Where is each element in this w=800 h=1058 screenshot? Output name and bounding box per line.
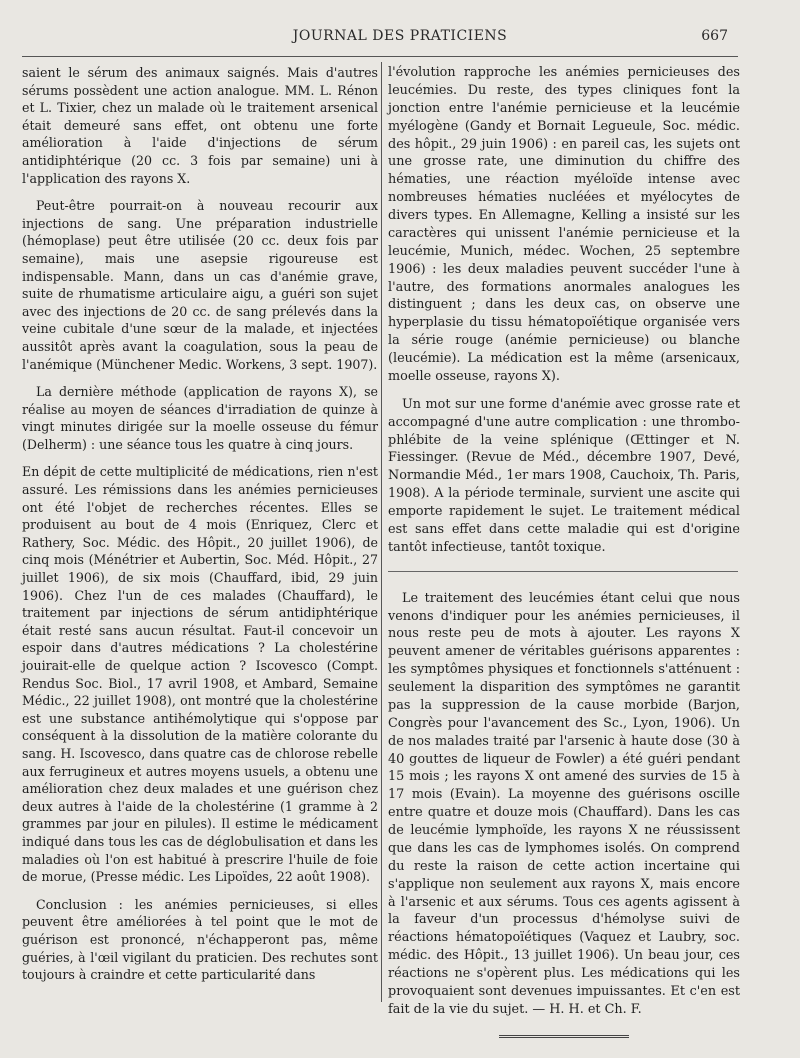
paragraph: l'évolution rapproche les anémies pernicieuses des leucémies. Du reste, des types cliniques font la jonction entre l'anémie pernicieuse et la leucémie myélogène (Gandy et Bornait Legueule, Soc. médic. des hôpit., 29 juin 1906) : en pareil cas, les sujets ont une grosse rate, une diminution du chiffre des hématies, une réaction myéloïde intense avec nombreuses hématies nucléées et myélocytes de divers types. En Allemagne, Kelling a insisté sur les caractères qui unissent l'anémie pernicieuse et la leucémie, Munich, médec. Wochen, 25 septembre 1906) : les deux maladies peuvent succéder l'une à l'autre, des formations anormales analogues les distinguent ; dans les deux cas, on observe une hyperplasie du tissu hématopoïétique organisée vers la série rouge (anémie pernicieuse) ou blanche (leucémie). La médication est la même (arsenicaux, moelle osseuse, rayons X). bbox=[388, 65, 740, 384]
left-column bbox=[22, 64, 378, 994]
paragraph: Peut-être pourrait-on à nouveau recourir aux injections de sang. Une préparation industrielle (hémoplase) peut être utilisée (20 cc. deux fois par semaine), mais une asepsie rigoureuse est indispensable. Mann, dans un cas d'anémie grave, suite de rhumatisme articulaire aigu, a guéri son sujet avec des injections de 20 cc. de sang prélevés dans la veine cubitale d'une sœur de la malade, et injectées aussitôt après avant la coagulation, sous la peau de l'anémique (Münchener Medic. Workens, 3 sept. 1907). bbox=[22, 198, 378, 372]
page-header bbox=[0, 28, 800, 54]
paragraph: Le traitement des leucémies étant celui que nous venons d'indiquer pour les anémies pernicieuses, il nous reste peu de mots à ajouter. Les rayons X peuvent amener de véritables guérisons apparentes : les symptômes physiques et fonctionnels s'atténuent : seulement la disparition des symptômes ne garantit pas la suppression de la cause morbide (Barjon, Congrès pour l'avancement des Sc., Lyon, 1906). Un de nos malades traité par l'arsenic à haute dose (30 à 40 gouttes de liqueur de Fowler) a été guéri pendant 15 mois ; les rayons X ont amené des survies de 15 à 17 mois (Evain). La moyenne des guérisons oscille entre quatre et douze mois (Chauffard). Dans les cas de leucémie lymphoïde, les rayons X ne réussissent que dans les cas de lymphomes isolés. On comprend du reste la raison de cette action incertaine qui s'applique non seulement aux rayons X, mais encore à l'arsenic et aux sérums. Tous ces agents agissent à la faveur d'un processus d'hémolyse suivi de réactions hématopoïétiques (Vaquez et Laubry, soc. médic. des Hôpit., 13 juillet 1906). Un beau jour, ces réactions ne s'opèrent plus. Les médications qui les provoquaient sont devenues impuissantes. Et c'en est fait de la vie du sujet. — H. H. et Ch. F. bbox=[388, 590, 740, 1017]
page-number: 667 bbox=[701, 28, 728, 44]
column-divider bbox=[381, 62, 382, 1002]
end-ornament-rule bbox=[499, 1035, 629, 1038]
journal-title: JOURNAL DES PRATICIENS bbox=[292, 28, 508, 44]
paragraph: Conclusion : les anémies pernicieuses, si elles peuvent être améliorées à tel point que le mot de guérison est prononcé, n'échapperont pas, même guéries, à l'œil vigilant du praticien. Des rechutes sont toujours à craindre et cette particularité dans bbox=[22, 896, 378, 983]
paragraph: Un mot sur une forme d'anémie avec grosse rate et accompagné d'une autre complication : une thrombo-phlébite de la veine splénique (Œttinger et N. Fiessinger. (Revue de Méd., décembre 1907, Devé, Normandie Méd., 1er mars 1908, Cauchoix, Th. Paris, 1908). A la période terminale, survient une ascite qui emporte rapidement le sujet. Le traitement médical est sans effet dans cette maladie qui est d'origine tantôt infectieuse, tantôt toxique. bbox=[388, 396, 740, 555]
header-rule bbox=[22, 56, 738, 57]
paragraph: En dépit de cette multiplicité de médications, rien n'est assuré. Les rémissions dans les anémies pernicieuses ont été l'objet de recherches récentes. Elles se produisent au bout de 4 mois (Enriquez, Clerc et Rathery, Soc. Médic. des Hôpit., 20 juillet 1906), de cinq mois (Ménétrier et Aubertin, Soc. Méd. Hôpit., 27 juillet 1906), de six mois (Chauffard, ibid, 29 juin 1906). Chez l'un de ces malades (Chauffard), le traitement par injections de sérum antidiphtérique était resté sans aucun résultat. Faut-il concevoir un espoir dans d'autres médications ? La cholestérine jouirait-elle de quelque action ? Iscovesco (Compt. Rendus Soc. Biol., 17 avril 1908, et Ambard, Semaine Médic., 22 juillet 1908), ont montré que la cholestérine est une substance antihémolytique qui s'oppose par conséquent à la dissolution de la matière colorante du sang. H. Iscovesco, dans quatre cas de chlorose rebelle aux ferrugineux et autres moyens usuels, a obtenu une amélioration chez deux malades et une guérison chez deux autres à l'aide de la cholestérine (1 gramme à 2 grammes par jour en pilules). Il estime le médicament indiqué dans tous les cas de déglobulisation et dans les maladies où l'on est habitué à prescrire l'huile de foie de morue, (Presse médic. Les Lipoïdes, 22 août 1908). bbox=[22, 464, 378, 885]
section-separator bbox=[388, 571, 738, 572]
paragraph: saient le sérum des animaux saignés. Mais d'autres sérums possèdent une action analogue. MM. L. Rénon et L. Tixier, chez un malade où le traitement arsenical était demeuré sans effet, ont obtenu une forte amélioration à l'aide d'injections de sérum antidiphtérique (20 cc. 3 fois par semaine) uni à l'application des rayons X. bbox=[22, 65, 378, 186]
paragraph: La dernière méthode (application de rayons X), se réalise au moyen de séances d'irradiation de quinze à vingt minutes dirigée sur la moelle osseuse du fémur (Delherm) : une séance tous les quatre à cinq jours. bbox=[22, 384, 378, 452]
right-column bbox=[388, 64, 740, 1038]
